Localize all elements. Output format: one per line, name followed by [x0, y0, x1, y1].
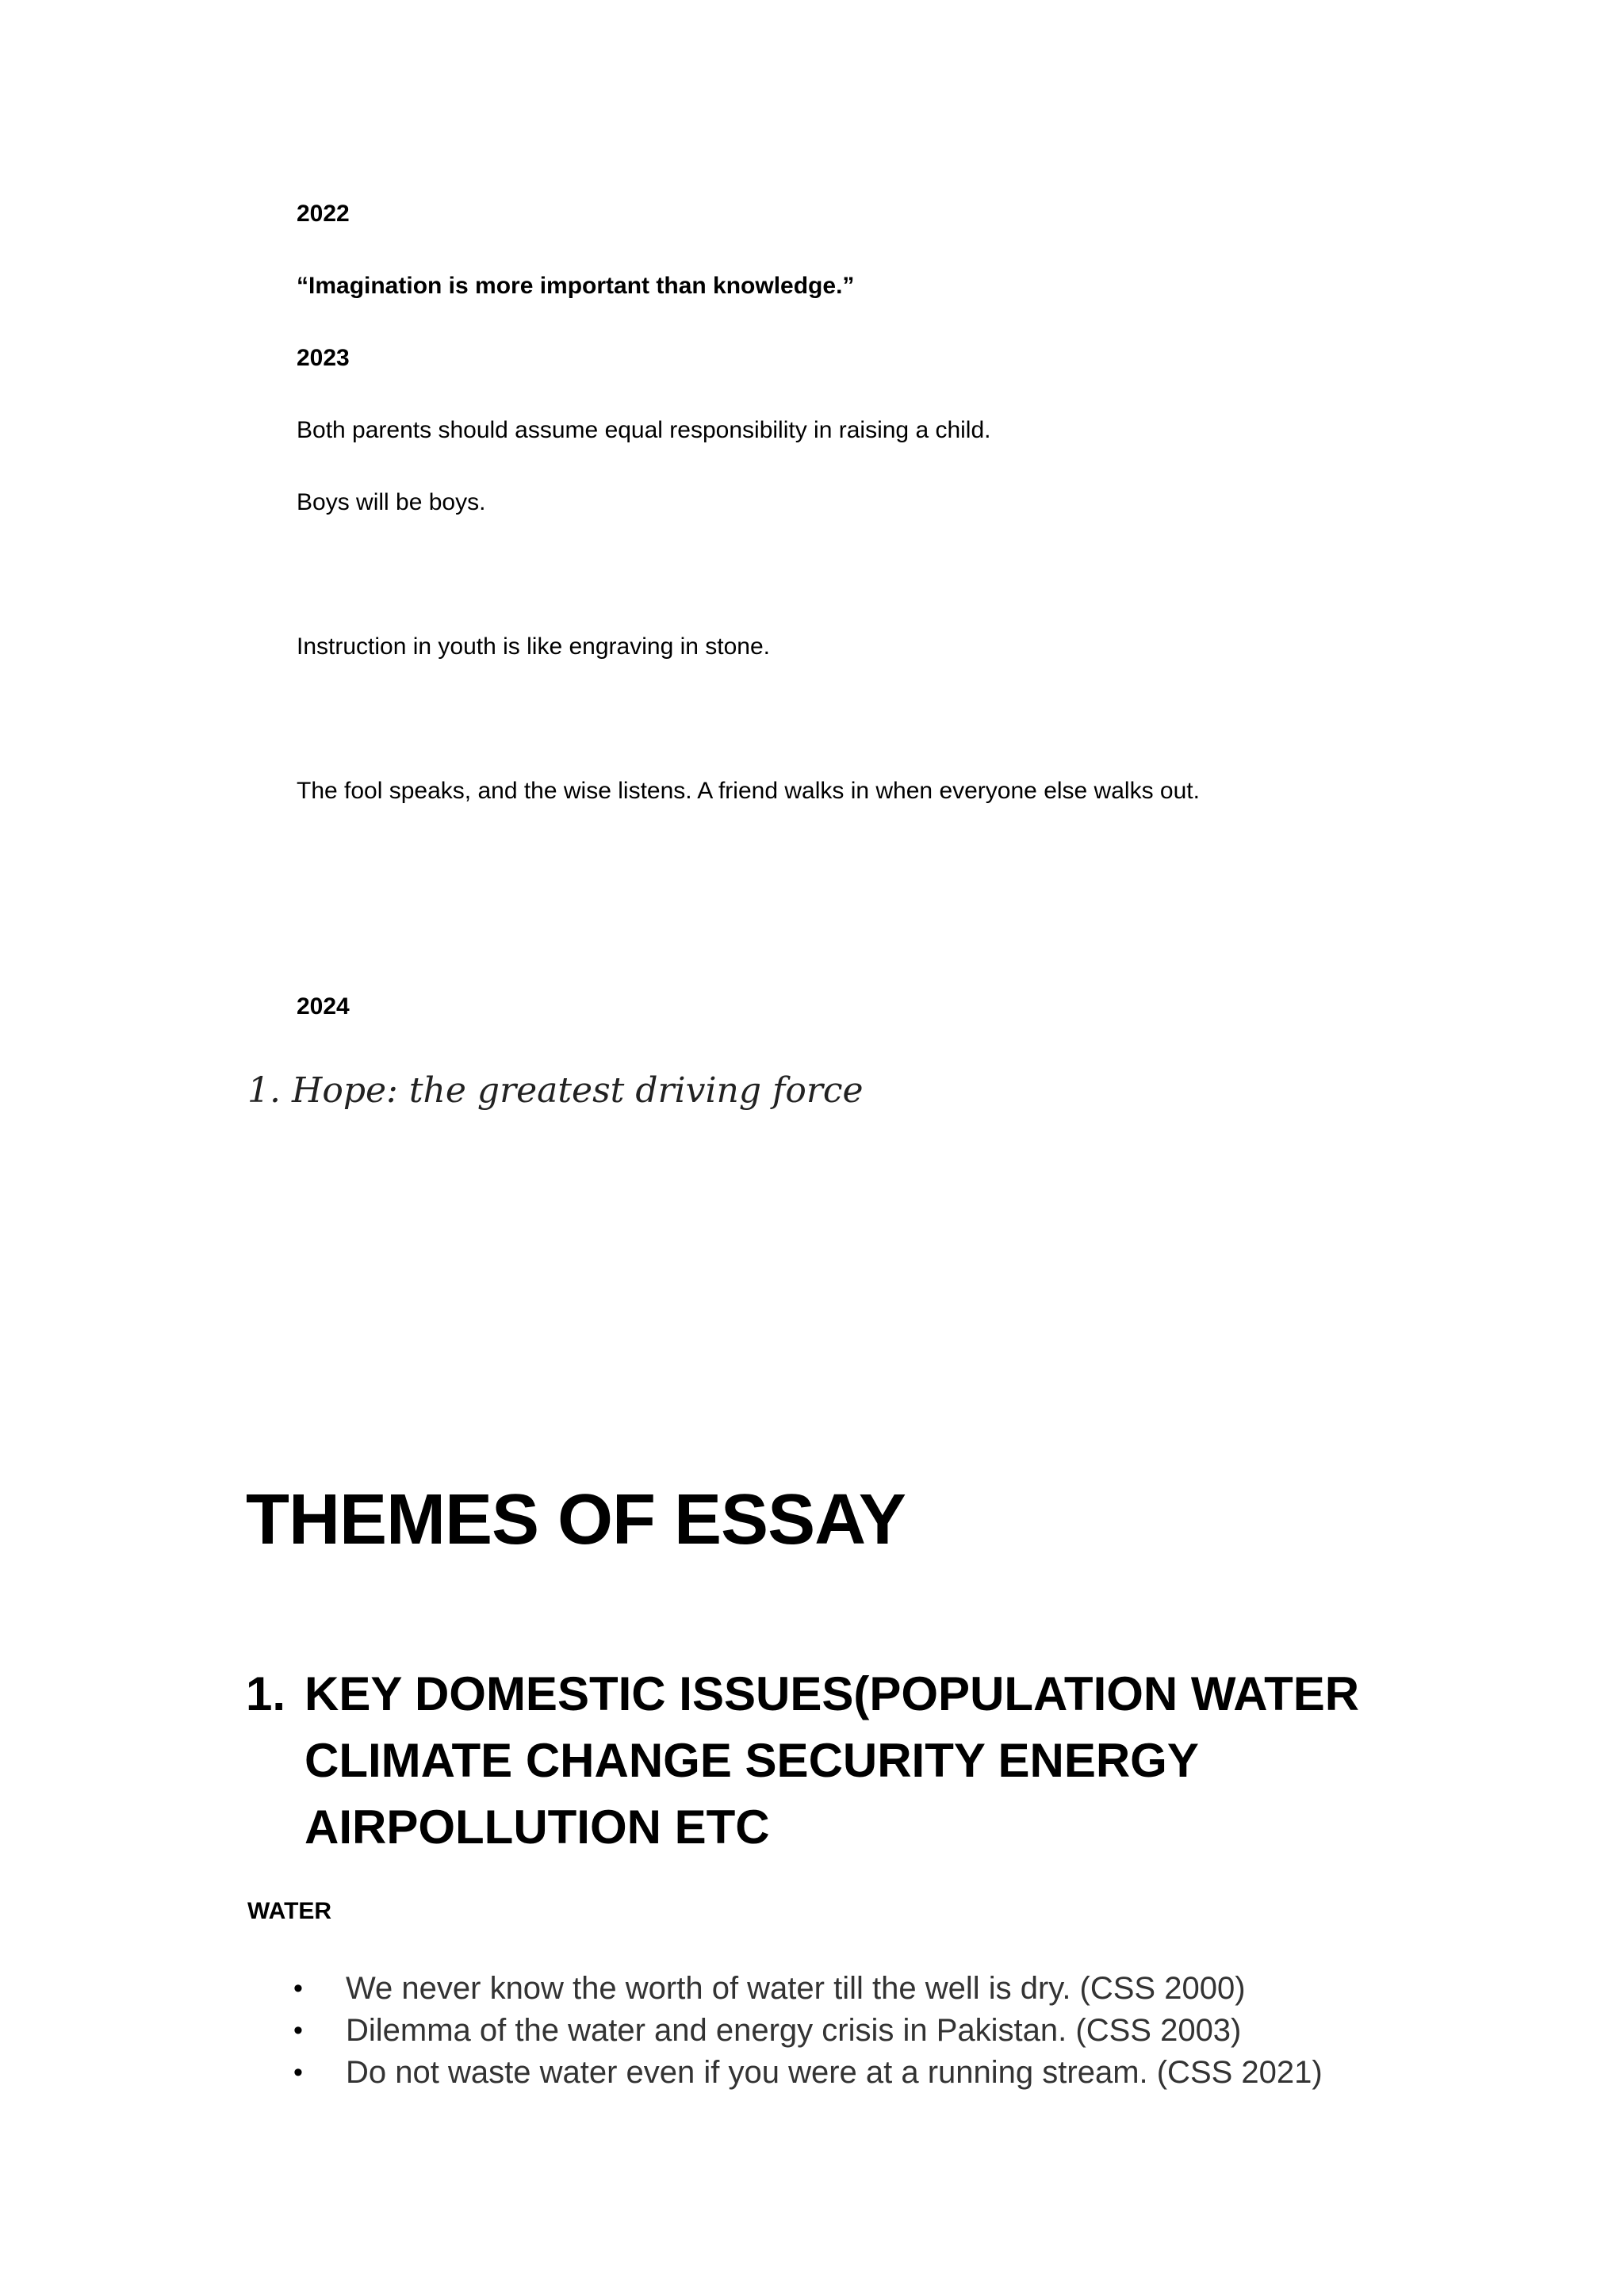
themes-title: THEMES OF ESSAY [246, 1480, 906, 1559]
essay-topic-2022: “Imagination is more important than knowledge.” [297, 273, 855, 299]
bullet-icon: • [293, 2057, 303, 2087]
year-2023-heading: 2023 [297, 345, 350, 371]
water-topic-text: Do not waste water even if you were at a running stream. (CSS 2021) [346, 2055, 1323, 2090]
year-2022-heading: 2022 [297, 201, 350, 227]
water-subheading: WATER [247, 1898, 332, 1924]
essay-topic-2023-3: Instruction in youth is like engraving in stone. [297, 633, 770, 660]
theme-heading-line: AIRPOLLUTION ETC [304, 1800, 770, 1854]
essay-topic-text: Hope: the greatest driving force [291, 1070, 864, 1111]
essay-topic-2023-1: Both parents should assume equal responsibility in raising a child. [297, 417, 991, 443]
essay-topic-2023-4: The fool speaks, and the wise listens. A friend walks in when everyone else walks out. [297, 778, 1200, 804]
list-number: 1. [247, 1070, 281, 1111]
bullet-icon: • [293, 1973, 303, 2003]
essay-topic-2023-2: Boys will be boys. [297, 489, 486, 515]
theme-heading-text [304, 1661, 1494, 1861]
water-topic-text: We never know the worth of water till the well is dry. (CSS 2000) [346, 1971, 1246, 2006]
theme-heading-line: KEY DOMESTIC ISSUES(POPULATION WATER [304, 1667, 1360, 1720]
theme-heading-number: 1. [246, 1667, 286, 1720]
list-item [293, 1968, 1323, 2010]
theme-heading-line: CLIMATE CHANGE SECURITY ENERGY [304, 1734, 1199, 1787]
bullet-icon: • [293, 2015, 303, 2045]
water-topic-list [293, 1968, 1323, 2094]
theme-heading-1 [246, 1661, 1494, 1861]
year-2024-heading: 2024 [297, 993, 350, 1020]
water-topic-text: Dilemma of the water and energy crisis in Pakistan. (CSS 2003) [346, 2013, 1242, 2048]
list-item [293, 2052, 1323, 2094]
essay-topic-2024-1 [247, 1070, 864, 1111]
list-item [293, 2010, 1323, 2052]
